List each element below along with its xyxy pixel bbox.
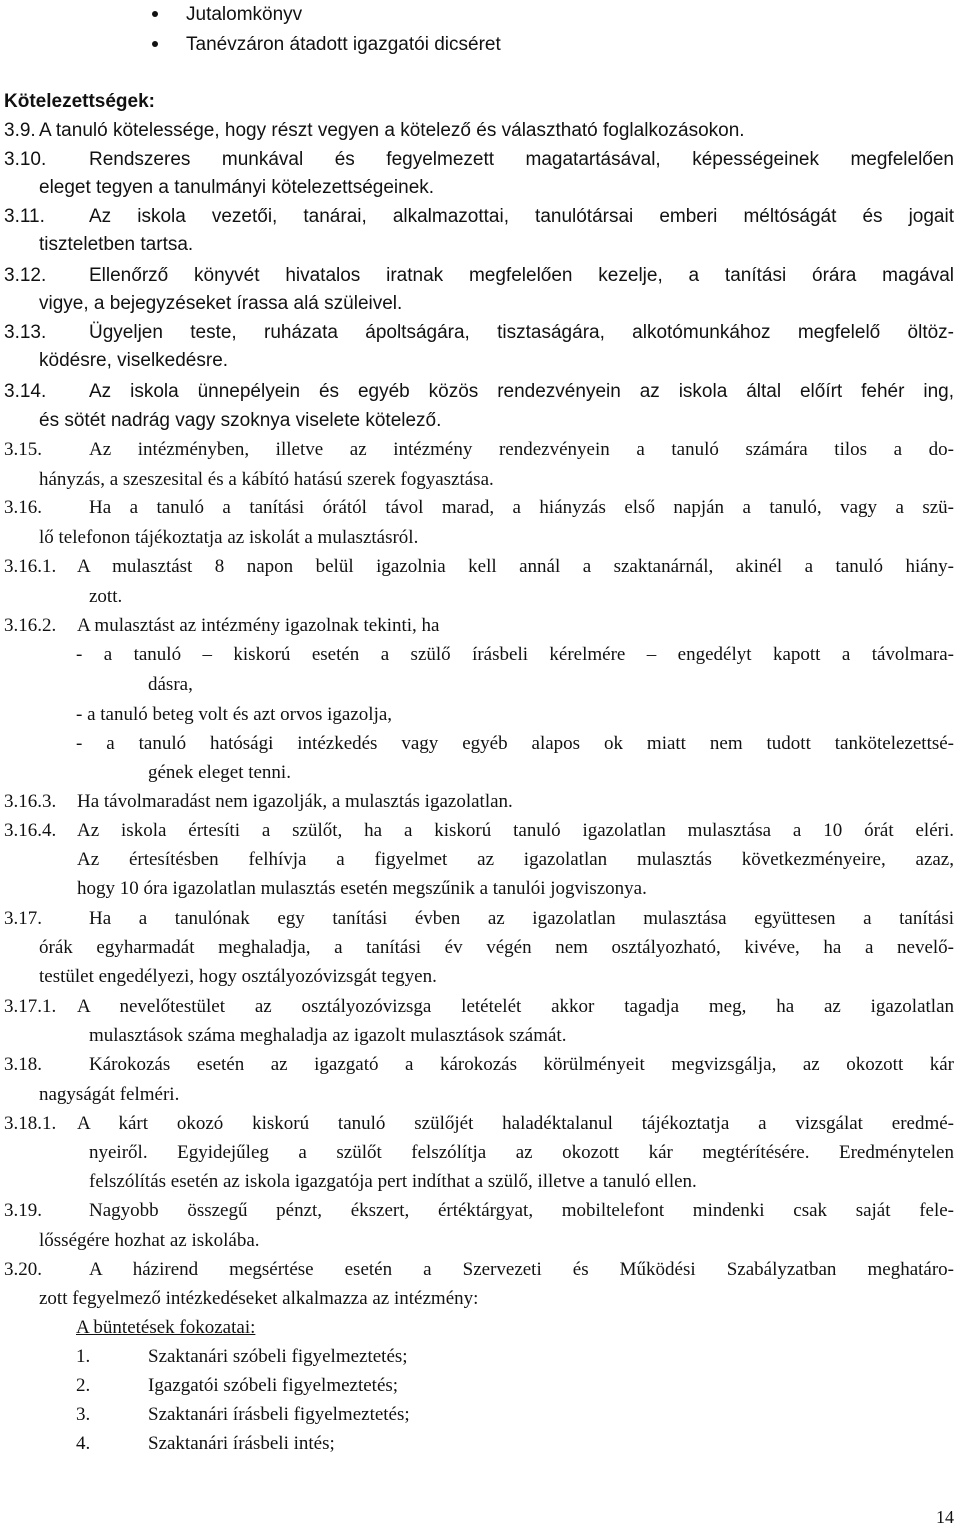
rule-text: Ha a tanuló a tanítási órától távol marad, a hiányzás első napján a tanuló, vagy a szü- bbox=[89, 497, 954, 518]
rule-text: órák egyharmadát meghaladja, a tanítási év végén nem osztályozható, kivéve, ha a nevelő- bbox=[39, 937, 954, 958]
bullet-item: Tanévzáron átadott igazgatói dicséret bbox=[186, 34, 501, 55]
rule-text: Az iskola ünnepélyein és egyéb közös rendezvényein az iskola által előírt fehér ing, bbox=[89, 381, 954, 402]
rule-text: Károkozás esetén az igazgató a károkozás körülményeit megvizsgálja, az okozott kár bbox=[89, 1054, 954, 1075]
rule-number: 3.16.3. bbox=[4, 791, 57, 812]
rule-number: 3.16.1. bbox=[4, 556, 57, 577]
condition-item: - a tanuló – kiskorú esetén a szülő írásbeli kérelmére – engedélyt kapott a távolmara- bbox=[76, 644, 954, 665]
rule-text: zott. bbox=[89, 586, 123, 607]
rule-text: vigye, a bejegyzéseket írassa alá szüleivel. bbox=[39, 293, 403, 314]
rule-text: Ha távolmaradást nem igazolják, a mulasztás igazolatlan. bbox=[77, 791, 513, 812]
rule-text: A házirend megsértése esetén a Szervezeti és Működési Szabályzatban meghatáro- bbox=[89, 1259, 954, 1280]
rule-number: 3.9. bbox=[4, 120, 36, 141]
penalty-number: 2. bbox=[76, 1375, 91, 1396]
rule-text: hogy 10 óra igazolatlan mulasztás esetén megszűnik a tanulói jogviszonya. bbox=[77, 878, 647, 899]
rule-text: testület engedélyezi, hogy osztályozóvizsgát tegyen. bbox=[39, 966, 437, 987]
rule-text: tiszteletben tartsa. bbox=[39, 234, 194, 255]
rule-number: 3.16. bbox=[4, 497, 42, 518]
condition-item: - a tanuló hatósági intézkedés vagy egyéb alapos ok miatt nem tudott tankötelezettsé- bbox=[76, 733, 954, 754]
rule-text: A nevelőtestület az osztályozóvizsga letételét akkor tagadja meg, ha az igazolatlan bbox=[77, 996, 954, 1017]
rule-number: 3.18. bbox=[4, 1054, 42, 1075]
bullet-item: Jutalomkönyv bbox=[186, 4, 303, 25]
rule-number: 3.10. bbox=[4, 149, 47, 170]
rule-number: 3.15. bbox=[4, 439, 42, 460]
rule-text: Az intézményben, illetve az intézmény rendezvényein a tanuló számára tilos a do- bbox=[89, 439, 954, 460]
rule-number: 3.13. bbox=[4, 322, 47, 343]
rule-text: A kárt okozó kiskorú tanuló szülőjét haladéktalanul tájékoztatja a vizsgálat eredmé- bbox=[77, 1113, 954, 1134]
rule-text: felszólítás esetén az iskola igazgatója pert indíthat a szülő, illetve a tanuló ellen. bbox=[89, 1171, 697, 1192]
rule-text: nagyságát felméri. bbox=[39, 1084, 180, 1105]
rule-number: 3.19. bbox=[4, 1200, 42, 1221]
rule-text: lősségére hozhat az iskolába. bbox=[39, 1230, 260, 1251]
rule-number: 3.17. bbox=[4, 908, 42, 929]
penalty-number: 3. bbox=[76, 1404, 91, 1425]
rule-text: A mulasztást 8 napon belül igazolnia kell annál a szaktanárnál, akinél a tanuló hiány- bbox=[77, 556, 954, 577]
rule-text: Rendszeres munkával és fegyelmezett magatartásával, képességeinek megfelelően bbox=[89, 149, 954, 170]
rule-number: 3.16.4. bbox=[4, 820, 57, 841]
penalty-number: 1. bbox=[76, 1346, 91, 1367]
rule-number: 3.14. bbox=[4, 381, 47, 402]
rule-text: lő telefonon tájékoztatja az iskolát a mulasztásról. bbox=[39, 527, 419, 548]
rule-number: 3.12. bbox=[4, 265, 47, 286]
rule-text: Ügyeljen teste, ruházata ápoltságára, tisztaságára, alkotómunkához megfelelő öltöz- bbox=[89, 322, 954, 343]
bullet-icon bbox=[152, 41, 158, 47]
bullet-icon bbox=[152, 11, 158, 17]
rule-number: 3.17.1. bbox=[4, 996, 57, 1017]
penalty-number: 4. bbox=[76, 1433, 91, 1454]
rule-text: mulasztások száma meghaladja az igazolt mulasztások számát. bbox=[89, 1025, 567, 1046]
rule-text: ködésre, viselkedésre. bbox=[39, 350, 229, 371]
condition-item: - a tanuló beteg volt és azt orvos igazolja, bbox=[76, 704, 393, 725]
rule-text: A mulasztást az intézmény igazolnak tekinti, ha bbox=[77, 615, 440, 636]
rule-text: nyeiről. Egyidejűleg a szülőt felszólítja az okozott kár megtérítésére. Eredménytelen bbox=[89, 1142, 954, 1163]
condition-item: gének eleget tenni. bbox=[148, 762, 291, 783]
section-heading: Kötelezettségek: bbox=[4, 91, 155, 112]
rule-text: A tanuló kötelessége, hogy részt vegyen a kötelező és választható foglalkozásokon. bbox=[39, 120, 745, 141]
rule-number: 3.11. bbox=[4, 206, 45, 227]
rule-text: Az iskola vezetői, tanárai, alkalmazottai, tanulótársai emberi méltóságát és jogait bbox=[89, 206, 954, 227]
rule-text: Az iskola értesíti a szülőt, ha a kiskorú tanuló igazolatlan mulasztása a 10 órát eléri. bbox=[77, 820, 954, 841]
penalty-text: Szaktanári szóbeli figyelmeztetés; bbox=[148, 1346, 408, 1367]
penalties-title: A büntetések fokozatai: bbox=[76, 1317, 256, 1338]
penalty-text: Igazgatói szóbeli figyelmeztetés; bbox=[148, 1375, 399, 1396]
penalty-text: Szaktanári írásbeli figyelmeztetés; bbox=[148, 1404, 410, 1425]
rule-number: 3.18.1. bbox=[4, 1113, 57, 1134]
rule-text: Nagyobb összegű pénzt, ékszert, értéktárgyat, mobiltelefont mindenki csak saját fele- bbox=[89, 1200, 954, 1221]
penalty-text: Szaktanári írásbeli intés; bbox=[148, 1433, 335, 1454]
rule-text: Az értesítésben felhívja a figyelmet az igazolatlan mulasztás következményeire, azaz, bbox=[77, 849, 954, 870]
rule-number: 3.20. bbox=[4, 1259, 42, 1280]
page-number: 14 bbox=[936, 1507, 954, 1527]
condition-item: dásra, bbox=[148, 674, 193, 695]
rule-text: zott fegyelmező intézkedéseket alkalmazza az intézmény: bbox=[39, 1288, 479, 1309]
rule-text: Ha a tanulónak egy tanítási évben az igazolatlan mulasztása együttesen a tanítási bbox=[89, 908, 954, 929]
rule-number: 3.16.2. bbox=[4, 615, 57, 636]
rule-text: hányzás, a szeszesital és a kábító hatású szerek fogyasztása. bbox=[39, 469, 494, 490]
rule-text: és sötét nadrág vagy szoknya viselete kötelező. bbox=[39, 410, 442, 431]
rule-text: eleget tegyen a tanulmányi kötelezettségeinek. bbox=[39, 177, 435, 198]
rule-text: Ellenőrző könyvét hivatalos iratnak megfelelően kezelje, a tanítási órára magával bbox=[89, 265, 954, 286]
